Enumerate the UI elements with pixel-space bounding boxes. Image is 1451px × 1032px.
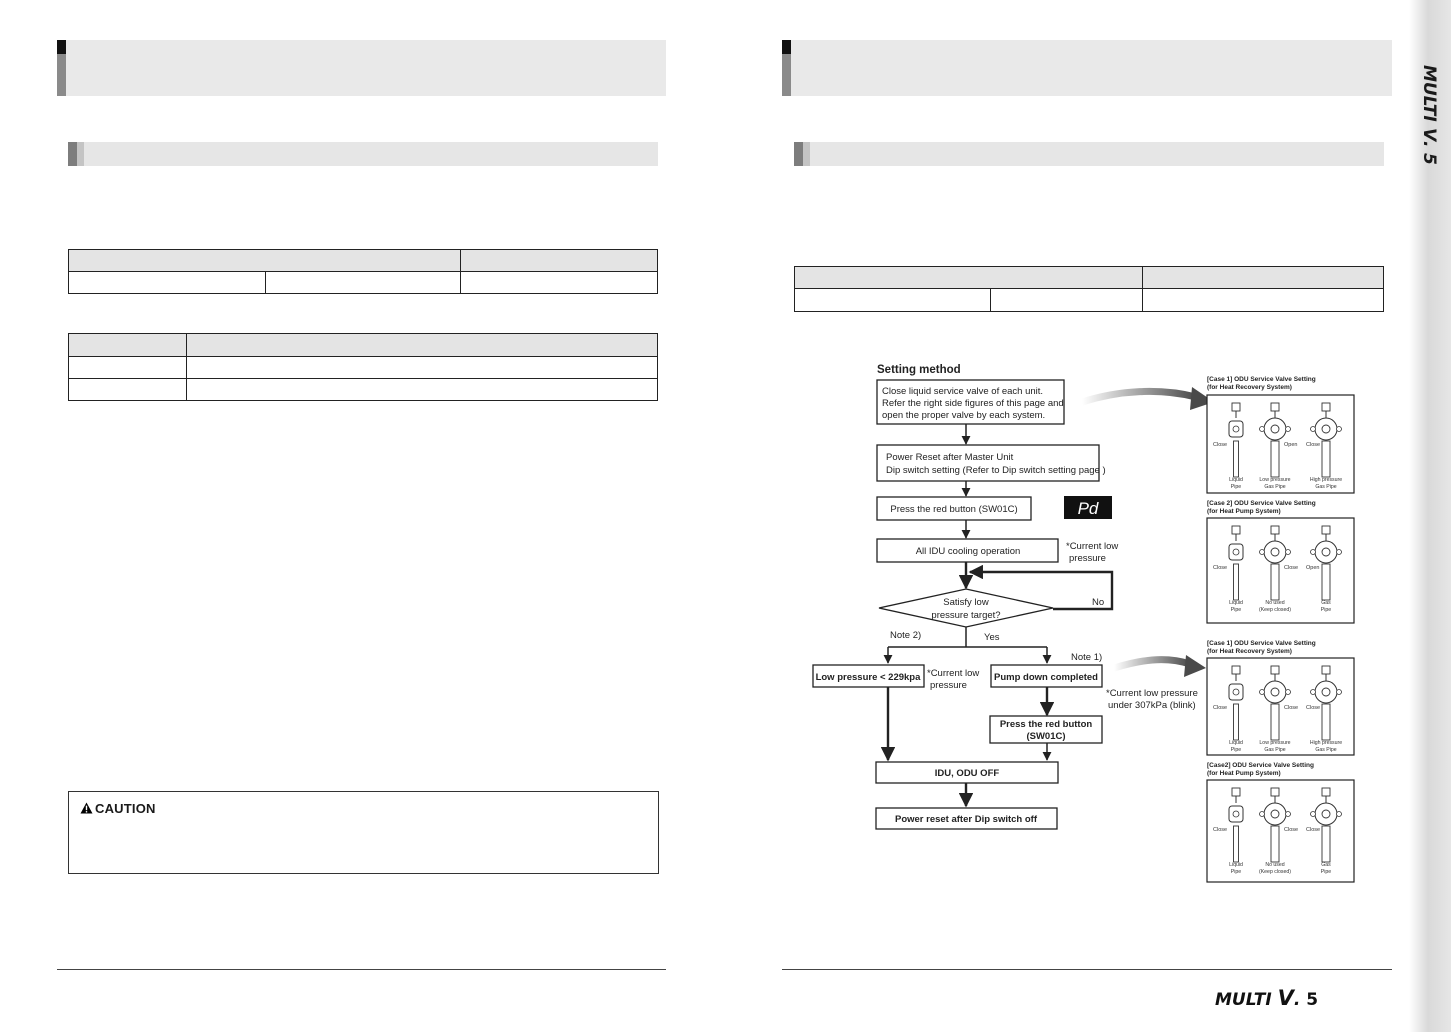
valve-state-label: Close: [1213, 565, 1228, 571]
pump-down-flowchart: [800, 355, 1400, 895]
table-cell: [990, 289, 1143, 312]
valve-state-label: Open: [1284, 442, 1298, 448]
table-cell: [186, 379, 657, 401]
table-header-cell: [186, 334, 657, 357]
valve-state-label: Close: [1213, 442, 1228, 448]
right-section-bar: [794, 142, 1384, 166]
left-page-header-bar: [57, 40, 666, 96]
pipe-label: Liquid: [1229, 477, 1243, 483]
cooling-note-line2: pressure: [1069, 553, 1106, 564]
valve-figure-case2-heat-pump-open: [1207, 500, 1354, 623]
pipe-label: Low pressure: [1259, 477, 1291, 483]
table-header-cell: [461, 250, 658, 272]
side-tab-brand: MULTI V . 5: [1419, 65, 1439, 165]
step-pump-down-label: Pump down completed: [994, 672, 1098, 683]
pipe-label: Pipe: [1320, 607, 1332, 613]
pipe-label: Pipe: [1230, 747, 1242, 753]
decision-line1: Satisfy low: [943, 597, 989, 608]
figure-title-line2: (for Heat Recovery System): [1207, 648, 1292, 655]
pipe-label: Liquid: [1229, 740, 1243, 746]
table-cell: [265, 272, 461, 294]
table-header-cell: [1143, 267, 1384, 289]
pointer-arrow-2: [1114, 660, 1190, 668]
table-cell: [795, 289, 991, 312]
valve-figure-case2-heat-pump-closed: [1207, 762, 1354, 882]
step-close-valve-line3: open the proper valve by each system.: [882, 410, 1046, 421]
table-header-cell: [69, 334, 187, 357]
pipe-label: No used: [1265, 862, 1285, 868]
pointer-arrow-1: [1082, 391, 1196, 402]
figure-title-line1: [Case2] ODU Service Valve Setting: [1207, 762, 1314, 769]
pipe-label: Liquid: [1229, 862, 1243, 868]
table-cell: [69, 357, 187, 379]
table-cell: [69, 379, 187, 401]
pipe-label: Pipe: [1230, 484, 1242, 490]
pipe-label: Gas Pipe: [1315, 747, 1337, 753]
figure-title-line1: [Case 1] ODU Service Valve Setting: [1207, 376, 1316, 383]
step-power-reset-line2: Dip switch setting (Refer to Dip switch setting page ): [886, 465, 1106, 476]
caution-box: [68, 791, 659, 874]
valve-state-label: Close: [1284, 827, 1299, 833]
brand-name: MULTI: [1215, 990, 1272, 1010]
pipe-label: Pipe: [1230, 869, 1242, 875]
no-label: No: [1092, 597, 1105, 608]
valve-state-label: Close: [1213, 705, 1228, 711]
side-brand-version-number: 5: [1419, 153, 1439, 165]
table-cell: [461, 272, 658, 294]
valve-state-label: Close: [1284, 705, 1299, 711]
table-cell: [186, 357, 657, 379]
pipe-label: (Keep closed): [1258, 607, 1292, 613]
step-power-reset-line1: Power Reset after Master Unit: [886, 452, 1014, 463]
valve-figure-case1-heat-recovery-open: [1207, 376, 1354, 493]
pump-down-note-line1: *Current low pressure: [1106, 688, 1198, 699]
table-cell: [1143, 289, 1384, 312]
pump-down-note-line2: under 307kPa (blink): [1108, 700, 1196, 711]
table-header-cell: [69, 250, 461, 272]
step-cooling-label: All IDU cooling operation: [915, 546, 1021, 557]
pipe-label: Gas Pipe: [1264, 484, 1286, 490]
pipe-label: High pressure: [1309, 740, 1343, 746]
figure-title-line2: (for Heat Recovery System): [1207, 384, 1292, 391]
step-power-off-label: Power reset after Dip switch off: [894, 814, 1038, 825]
left-table-2: [68, 333, 658, 401]
pipe-label: Gas: [1321, 862, 1331, 868]
pipe-label: High pressure: [1309, 477, 1343, 483]
side-tab: [1409, 0, 1451, 1032]
yes-label: Yes: [984, 632, 1000, 643]
right-footer-rule: [782, 969, 1392, 970]
valve-state-label: Close: [1306, 705, 1321, 711]
side-brand-name: MULTI: [1419, 65, 1439, 122]
figure-title-line2: (for Heat Pump System): [1207, 770, 1281, 777]
warning-icon: [80, 802, 93, 814]
valve-state-label: Close: [1213, 827, 1228, 833]
note2-label: Note 2): [890, 630, 922, 641]
pipe-label: Pipe: [1320, 869, 1332, 875]
footer-brand-logo: MULTI V. 5: [1215, 986, 1319, 1010]
left-footer-rule: [57, 969, 666, 970]
table-cell: [69, 272, 266, 294]
low-pressure-note-line2: pressure: [930, 680, 967, 691]
table-header-cell: [795, 267, 1143, 289]
left-section-bar: [68, 142, 658, 166]
flowchart-title: Setting method: [877, 364, 961, 376]
valve-state-label: Close: [1306, 827, 1321, 833]
figure-title-line1: [Case 2] ODU Service Valve Setting: [1207, 500, 1316, 507]
pipe-label: Gas Pipe: [1264, 747, 1286, 753]
figure-title-line2: (for Heat Pump System): [1207, 508, 1281, 515]
right-page-header-bar: [782, 40, 1392, 96]
pipe-label: Gas: [1321, 600, 1331, 606]
pipe-label: (Keep closed): [1258, 869, 1292, 875]
step-press-red2-line1: Press the red button: [999, 719, 1093, 730]
note1-label: Note 1): [1071, 652, 1103, 663]
low-pressure-note-line1: *Current low: [927, 668, 980, 679]
pipe-label: No used: [1265, 600, 1285, 606]
cooling-note-line1: *Current low: [1066, 541, 1119, 552]
side-brand-version-letter: V: [1419, 127, 1439, 141]
step-close-valve-line1: Close liquid service valve of each unit.: [882, 386, 1044, 397]
decision-line2: pressure target?: [931, 610, 1001, 621]
pointer-arrow-2-head: [1184, 655, 1206, 677]
figure-title-line1: [Case 1] ODU Service Valve Setting: [1207, 640, 1316, 647]
step-low-pressure-label: Low pressure < 229kpa: [815, 672, 921, 683]
step-off-label: IDU, ODU OFF: [934, 768, 1000, 779]
display-code: Pd: [1077, 499, 1099, 518]
pipe-label: Gas Pipe: [1315, 484, 1337, 490]
pipe-label: Low pressure: [1259, 740, 1291, 746]
brand-version-letter: V: [1277, 986, 1294, 1010]
step-press-red2-line2: (SW01C): [1026, 731, 1066, 742]
valve-state-label: Close: [1284, 565, 1299, 571]
brand-version-number: 5: [1306, 990, 1319, 1010]
step-close-valve-line2: Refer the right side figures of this page and: [882, 398, 1064, 409]
valve-figure-case1-heat-recovery-closed: [1207, 640, 1354, 755]
pipe-label: Pipe: [1230, 607, 1242, 613]
left-table-1: [68, 249, 658, 294]
caution-label: CAUTION: [95, 801, 156, 816]
step-press-red-label: Press the red button (SW01C): [890, 504, 1018, 515]
valve-state-label: Close: [1306, 442, 1321, 448]
valve-state-label: Open: [1306, 565, 1320, 571]
right-table: [794, 266, 1384, 312]
pipe-label: Liquid: [1229, 600, 1243, 606]
decision-diamond: [879, 589, 1053, 627]
